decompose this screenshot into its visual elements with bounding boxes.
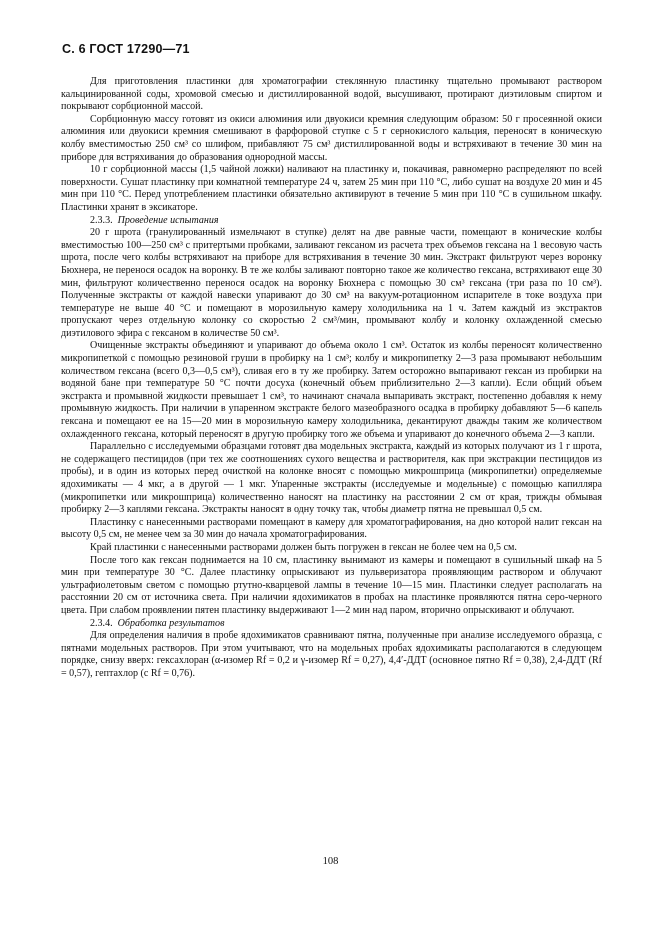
paragraph-development: После того как гексан поднимается на 10 см, пластинку вынимают из камеры и помещают в сушильный шкаф на 5 мин при температуре 30 °С. Далее пластинку опрыскивают из пульверизатора проявляющим раствором и облучают ультрафиолетовым светом с помощью ртутно-кварцевой лампы в течение 10—15 мин. Пластинки следует располагать на расстоянии 20 см от источника света. При наличии ядохимикатов в пробах на пластинке проявляются пятна серо-черного цвета. При слабом проявлении пятен пластинку выдерживают 1—2 мин над паром, вторично опрыскивают и облучают.	[61, 554, 602, 616]
paragraph-plate-preparation: Для приготовления пластинки для хроматографии стеклянную пластинку тщательно промывают раствором кальцинированной соды, хромовой смесью и дистиллированной водой, высушивают, протирают диэтиловым спиртом и покрывают сорбционной массой.	[61, 76, 602, 113]
section-title: Проведение испытания	[117, 214, 219, 226]
section-title: Обработка результатов	[117, 617, 225, 629]
paragraph-chromatography-chamber: Пластинку с нанесенными растворами помещают в камеру для хроматографирования, на дно которой налит гексан на высоту 0,5 см, не менее чем за 30 мин до начала хроматографирования.	[61, 516, 602, 541]
paragraph-results: Для определения наличия в пробе ядохимикатов сравнивают пятна, полученные при анализе исследуемого образца, с пятнами модельных растворов. При этом учитывают, что на модельных пробах ядохимикаты располагаются в следующем порядке, снизу вверх: гексахлоран (α-изомер Rf = 0,2 и γ-изомер Rf = 0,27), 4,4′-ДДТ (основное пятно Rf = 0,38), 2,4-ДДТ (Rf = 0,57), гептахлор (с Rf = 0,76).	[61, 630, 602, 679]
paragraph-plate-coating: 10 г сорбционной массы (1,5 чайной ложки) наливают на пластинку и, покачивая, равномерно распределяют по всей поверхности. Сушат пластинку при комнатной температуре 24 ч, затем 25 мин при 110 °С, либо сушат на воздухе 20 мин и 45 мин при 110 °С. Перед употреблением пластинки обязательно активируют в течение 5 мин при 110 °С в сушильном шкафу. Пластинки хранят в эксикаторе.	[61, 164, 602, 213]
paragraph-concentration: Очищенные экстракты объединяют и упаривают до объема около 1 см³. Остаток из колбы переносят количественно микропипеткой с помощью резиновой груши в пробирку на 1 см³; колбу и микропипетку 2—3 раза промывают небольшим количеством гексана (всего 0,3—0,5 см³), сливая его в ту же пробирку. Затем осторожно выпаривают гексан из пробирки на водяной бане при температуре 50 °С почти досуха (конечный объем приблизительно 2—3 капли). Если общий объем экстракта и промывной жидкости превышает 1 см³, то начинают сначала выпаривать экстракт, постепенно добавляя к нему промывную жидкость. При наличии в упаренном экстракте белого мазеобразного осадка в пробирку добавляют 5—6 капель гексана и помещают ее на 15—20 мин в морозильную камеру холодильника, декантируют дважды таким же количеством охлажденного гексана, который переносят в другую пробирку того же объема и упаривают до конечного объема 2—3 капли.	[61, 340, 602, 440]
section-number: 2.3.4.	[90, 617, 113, 629]
paragraph-model-extracts: Параллельно с исследуемыми образцами готовят два модельных экстракта, каждый из которых получают из 1 г шрота, не содержащего пестицидов (при тех же соотношениях сухого вещества и растворителя, как при экстракции пестицидов из пробы), и в один из которых перед очисткой на колонке вносят с помощью микрошприца (микропипетки) определяемые ядохимикаты — 4 мкг, а в другой — 1 мкг. Упаренные экстракты (исследуемые и модельные) с помощью капилляра (микропипетки или микрошприца) количественно наносят на пластинку на расстоянии 2 см от края, трижды обмывая пробирку 2—3 каплями гексана. Экстракты наносят в одну точку так, чтобы диаметр пятна не превышал 0,5 см.	[61, 441, 602, 516]
document-body	[61, 76, 602, 681]
section-heading-2-3-3	[61, 215, 602, 228]
paragraph-plate-edge: Край пластинки с нанесенными растворами должен быть погружен в гексан не более чем на 0,5 см.	[90, 541, 517, 553]
section-heading-2-3-4	[61, 618, 602, 631]
section-number: 2.3.3.	[90, 214, 113, 226]
paragraph-sorbent-mass: Сорбционную массу готовят из окиси алюминия или двуокиси кремния следующим образом: 50 г просеянной окиси алюминия или двуокиси кремния смешивают в фарфоровой ступке с 5 г сернокислого кальция, переносят в коническую колбу вместимостью 250 см³ со шлифом, прибавляют 75 см³ дистиллированной воды и встряхивают в течение 30 мин на приборе для встряхивания до образования однородной массы.	[61, 113, 602, 163]
paragraph-extraction: 20 г шрота (гранулированный измельчают в ступке) делят на две равные части, помещают в конические колбы вместимостью 100—250 см³ с притертыми пробками, заливают гексаном из расчета трех объемов гексана на 1 весовую часть шрота, после чего колбы встряхивают на приборе для встряхивания в течение 30 мин. Экстракт фильтруют через воронку Бюхнера, не перенося осадок на воронку. В те же колбы заливают повторно такое же количество гексана, встряхивают еще 30 мин, фильтруют количественно перенося осадок на воронку Бюхнера с помощью 30 см³ гексана (три раза по 10 см³). Полученные экстракты от каждой навески упаривают до 30 см³ на вакуум-ротационном испарителе в токе воздуха при температуре не выше 40 °С и помещают в морозильную камеру холодильника на 1 ч. Затем каждый из экстрактов пропускают через отдельную колонку со скоростью 2 см³/мин, промывают колбу и колонку охлажденной смесью диэтилового эфира с гексаном в количестве 50 см³.	[61, 227, 602, 339]
page-header: С. 6 ГОСТ 17290—71	[62, 42, 190, 56]
page-number: 108	[322, 856, 339, 867]
